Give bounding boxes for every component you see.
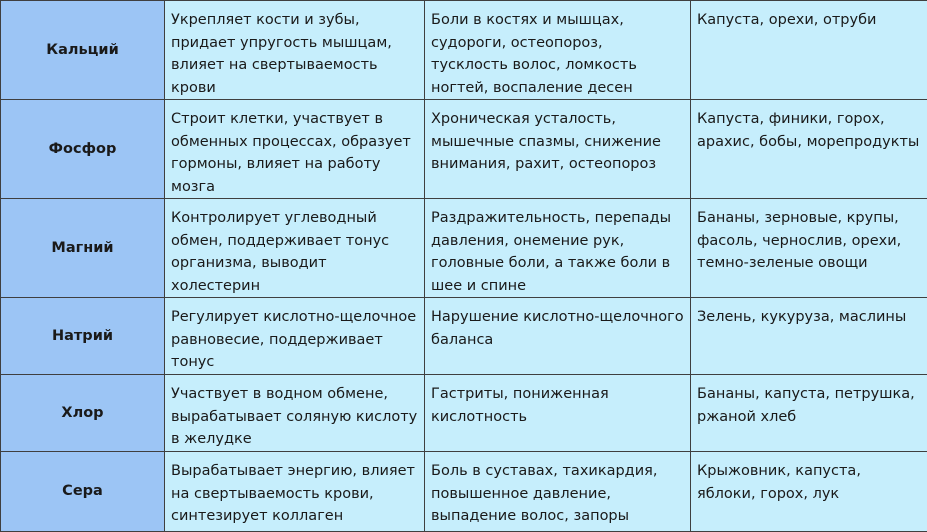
deficiency-cell: Боли в костях и мышцах, судороги, остеопороз, тусклость волос, ломкость ногтей, воспаление десен xyxy=(425,1,691,100)
deficiency-cell: Гастриты, пониженная кислотность xyxy=(425,375,691,452)
function-cell: Вырабатывает энергию, влияет на свертываемость крови, синтезирует коллаген xyxy=(165,452,425,532)
deficiency-cell: Нарушение кислотно-щелочного баланса xyxy=(425,298,691,375)
sources-cell: Крыжовник, капуста, яблоки, горох, лук xyxy=(691,452,927,532)
deficiency-cell: Хроническая усталость, мышечные спазмы, снижение внимания, рахит, остеопороз xyxy=(425,100,691,199)
table-row xyxy=(1,1,927,100)
function-cell: Участвует в водном обмене, вырабатывает соляную кислоту в желудке xyxy=(165,375,425,452)
sources-cell: Бананы, капуста, петрушка, ржаной хлеб xyxy=(691,375,927,452)
deficiency-cell: Раздражительность, перепады давления, онемение рук, головные боли, а также боли в шее и спине xyxy=(425,199,691,298)
table-row xyxy=(1,452,927,532)
table-row xyxy=(1,298,927,375)
element-name: Кальций xyxy=(1,1,165,100)
element-name: Фосфор xyxy=(1,100,165,199)
function-cell: Укрепляет кости и зубы, придает упругость мышцам, влияет на свертываемость крови xyxy=(165,1,425,100)
function-cell: Контролирует углеводный обмен, поддерживает тонус организма, выводит холестерин xyxy=(165,199,425,298)
element-name: Хлор xyxy=(1,375,165,452)
sources-cell: Капуста, финики, горох, арахис, бобы, морепродукты xyxy=(691,100,927,199)
sources-cell: Бананы, зерновые, крупы, фасоль, чернослив, орехи, темно-зеленые овощи xyxy=(691,199,927,298)
element-name: Натрий xyxy=(1,298,165,375)
function-cell: Строит клетки, участвует в обменных процессах, образует гормоны, влияет на работу мозга xyxy=(165,100,425,199)
table-row xyxy=(1,375,927,452)
element-name: Сера xyxy=(1,452,165,532)
function-cell: Регулирует кислотно-щелочное равновесие, поддерживает тонус xyxy=(165,298,425,375)
table-row xyxy=(1,100,927,199)
deficiency-cell: Боль в суставах, тахикардия, повышенное давление, выпадение волос, запоры xyxy=(425,452,691,532)
element-name: Магний xyxy=(1,199,165,298)
sources-cell: Капуста, орехи, отруби xyxy=(691,1,927,100)
sources-cell: Зелень, кукуруза, маслины xyxy=(691,298,927,375)
table-row xyxy=(1,199,927,298)
